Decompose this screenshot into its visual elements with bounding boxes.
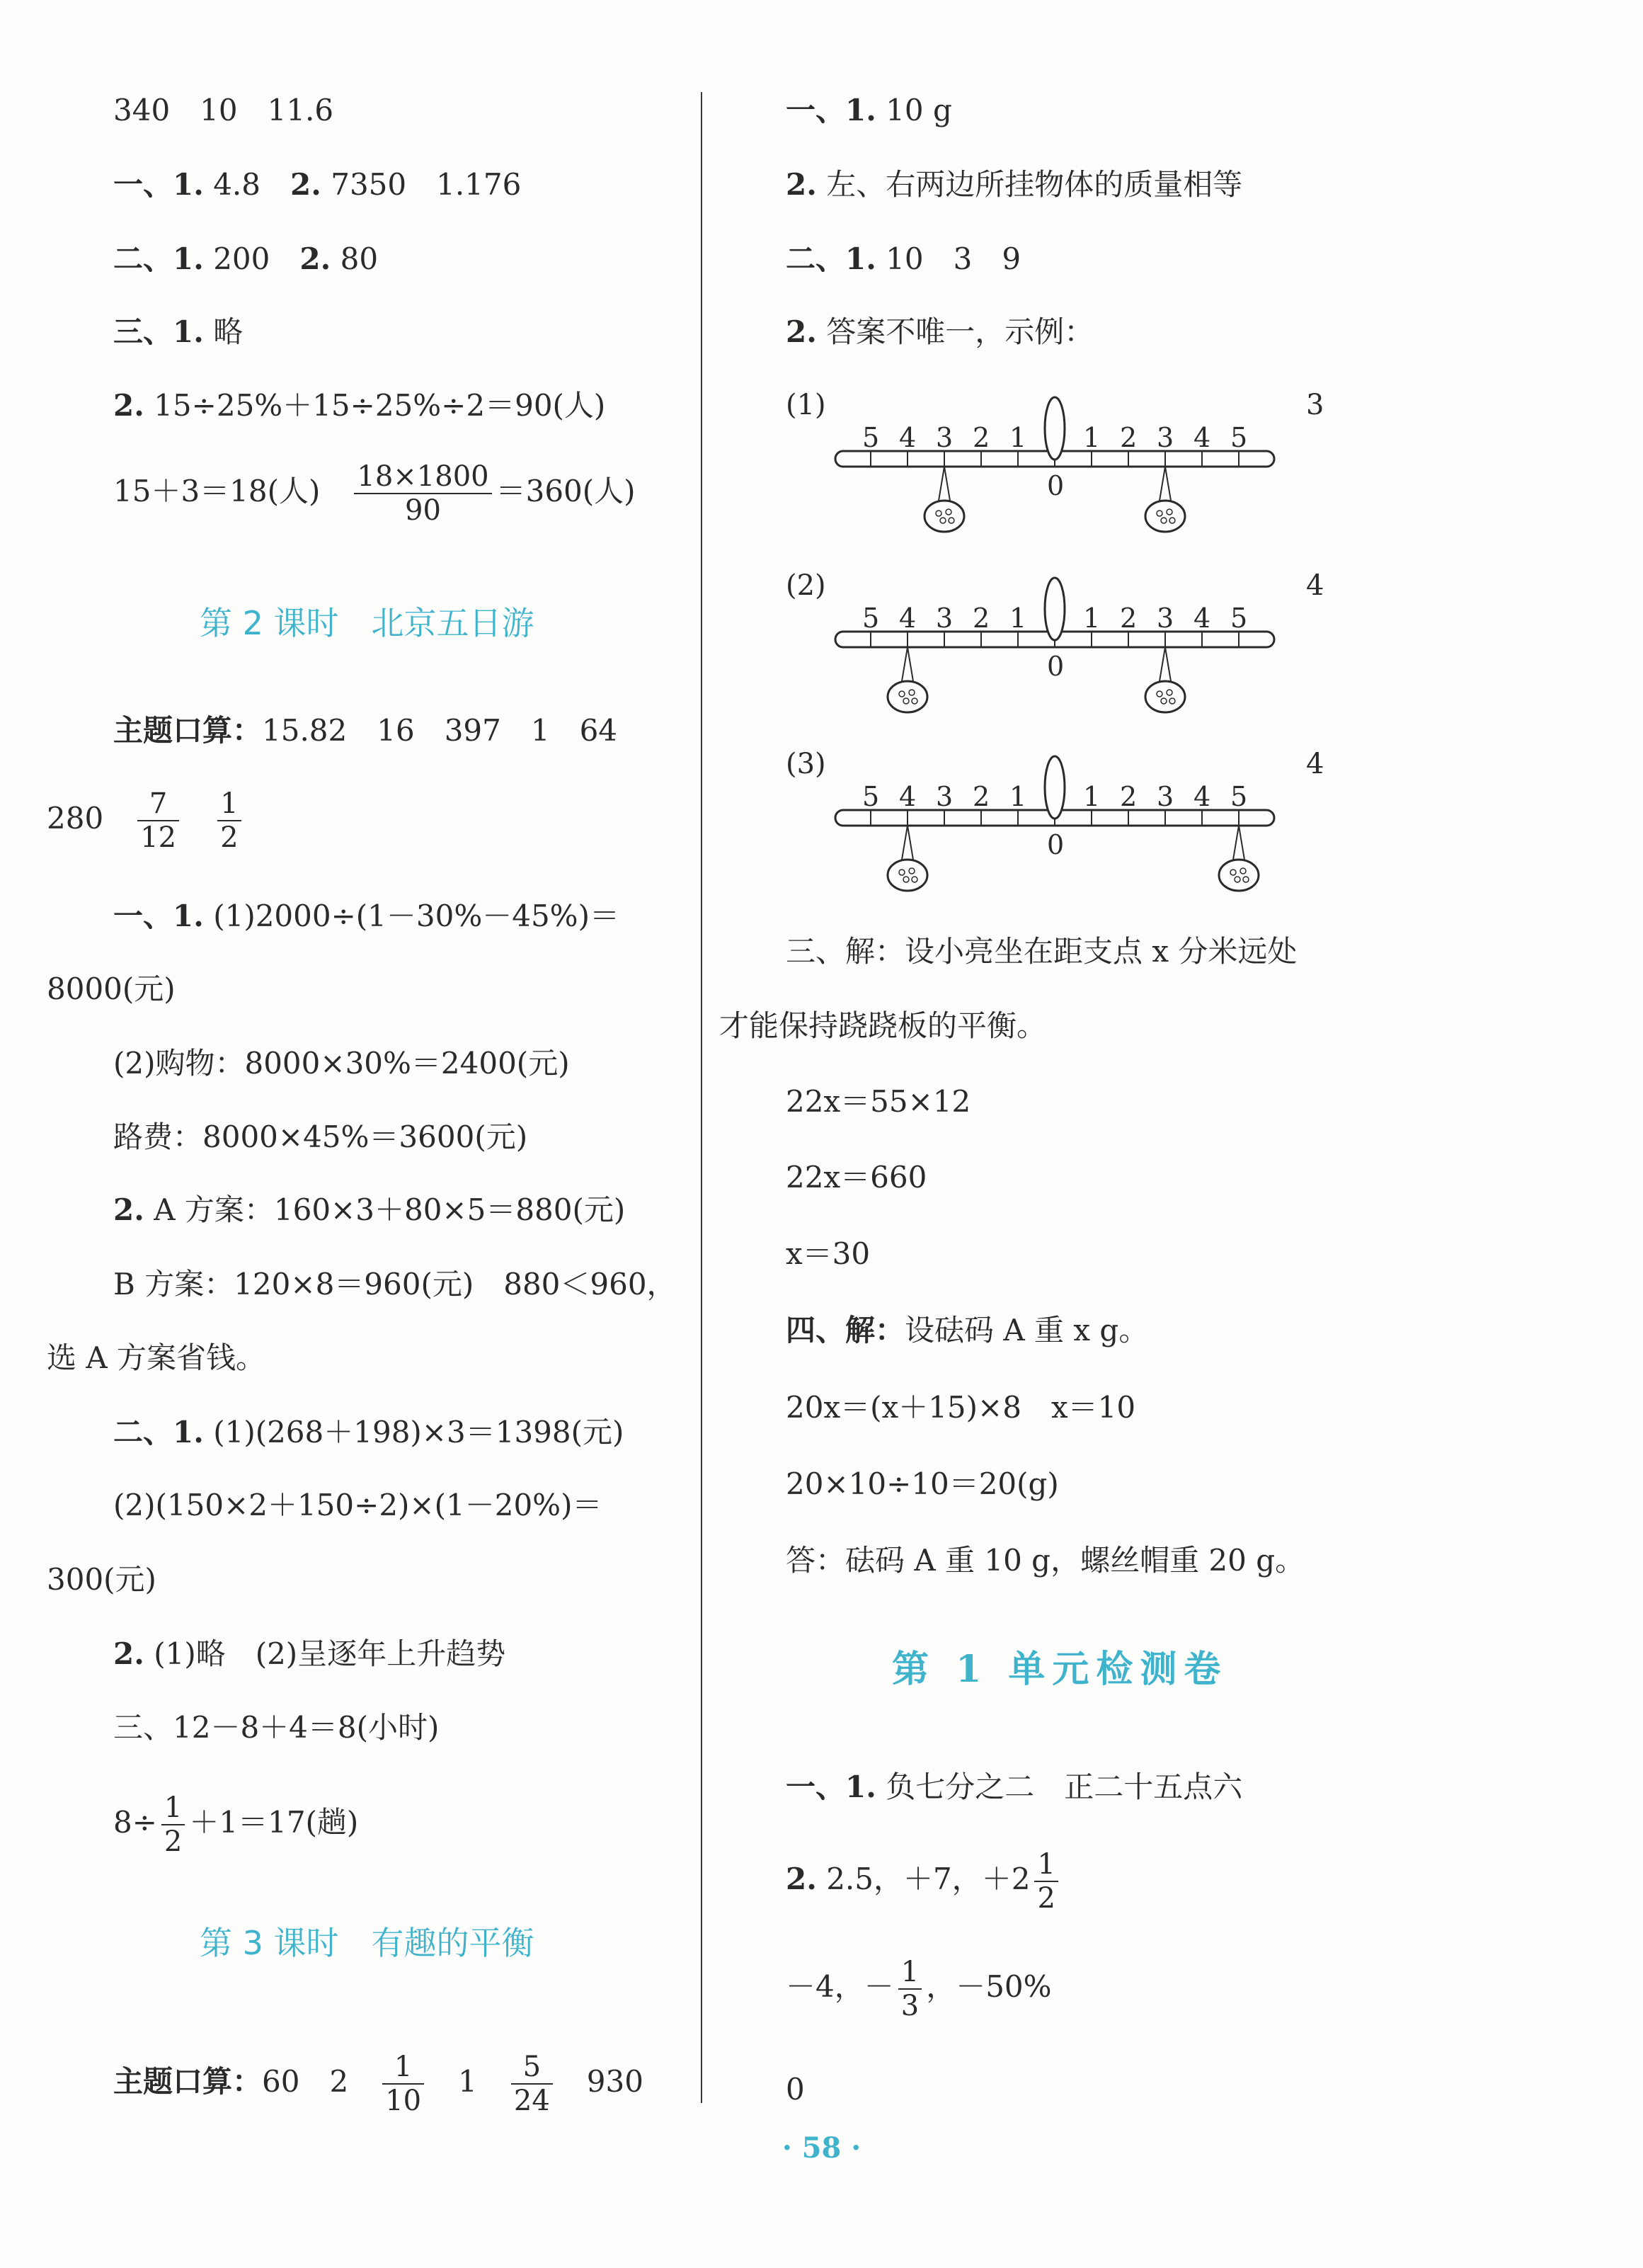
answer-line — [113, 387, 605, 424]
answer-line — [113, 460, 636, 527]
answer-line: x＝30 — [786, 1236, 871, 1271]
item-number: 2. — [786, 314, 817, 349]
section-heading: 第 3 课时 有趣的平衡 — [200, 1924, 534, 1962]
weight-bag — [1145, 501, 1185, 532]
scale-number: 3 — [1157, 422, 1174, 453]
answer-text: 200 — [203, 241, 300, 276]
balance-diagram — [786, 745, 1338, 894]
numerator: 1 — [382, 2051, 424, 2085]
answer-line — [786, 166, 1242, 203]
answer-text: 280 — [47, 801, 104, 836]
scale-number: 5 — [1230, 781, 1248, 812]
balance-diagram — [786, 566, 1338, 715]
answer-line — [113, 898, 619, 935]
answer-line — [786, 1848, 1063, 1915]
scale-zero: 0 — [1047, 470, 1065, 501]
scale-number: 5 — [1230, 422, 1248, 453]
answer-line: 路费：8000×45%＝3600(元) — [113, 1119, 528, 1154]
item-number: 2. — [786, 167, 817, 202]
scale-number: 2 — [973, 781, 990, 812]
denominator: 90 — [405, 494, 441, 527]
figure-label: (2) — [786, 569, 826, 602]
weight-bag — [888, 860, 927, 891]
scale-number: 1 — [1083, 781, 1101, 812]
fraction — [354, 460, 491, 527]
weight-bag — [888, 681, 927, 712]
numerator: 18×1800 — [354, 460, 491, 494]
figure-answer: 3 — [1306, 389, 1324, 421]
answer-line: 三、12－8＋4＝8(小时) — [113, 1710, 440, 1745]
denominator: 2 — [1037, 1882, 1055, 1915]
fraction — [382, 2051, 424, 2117]
item-number: 三、1. — [113, 314, 204, 349]
numerator: 1 — [217, 787, 241, 821]
item-number: 二、1. — [113, 1415, 204, 1449]
fulcrum — [1045, 397, 1065, 460]
scale-number: 5 — [862, 781, 880, 812]
answer-text: (1)2000÷(1－30%－45%)＝ — [203, 899, 619, 933]
weight-string — [1233, 826, 1244, 860]
scale-number: 2 — [1120, 603, 1138, 634]
item-number: 二、1. — [786, 241, 876, 276]
answer-line: (2)(150×2＋150÷2)×(1－20%)＝ — [113, 1488, 602, 1522]
answer-text: A 方案：160×3＋80×5＝880(元) — [144, 1192, 626, 1227]
answer-text: 左、右两边所挂物体的质量相等 — [816, 167, 1243, 202]
fraction — [161, 1791, 185, 1858]
answer-text: ＋1＝17(趟) — [189, 1805, 359, 1840]
answer-line — [786, 241, 1021, 278]
answer-text: 15＋3＝18(人) — [113, 474, 350, 508]
figure-label: (3) — [786, 748, 826, 780]
answer-line — [113, 2051, 643, 2117]
item-number: 二、1. — [113, 241, 204, 276]
weight-bag — [1145, 681, 1185, 712]
answer-text: 1 — [458, 2064, 477, 2099]
answer-text: 15.82 16 397 1 64 — [262, 713, 618, 748]
scale-number: 1 — [1009, 422, 1027, 453]
numerator: 1 — [1034, 1848, 1058, 1882]
item-number: 2. — [113, 1636, 144, 1671]
answer-line — [113, 1636, 505, 1672]
answer-line: B 方案：120×8＝960(元) 880＜960， — [113, 1267, 677, 1301]
answer-text: 10 g — [876, 93, 952, 127]
denominator: 3 — [900, 1990, 920, 2022]
answer-text: 7350 1.176 — [321, 167, 522, 202]
answer-line: 20×10÷10＝20(g) — [786, 1466, 1059, 1501]
scale-number: 1 — [1009, 603, 1027, 634]
answer-line — [113, 1791, 358, 1858]
answer-line — [113, 1192, 625, 1229]
answer-line: 0 — [786, 2072, 805, 2107]
scale-number: 4 — [899, 781, 917, 812]
scale-number: 5 — [862, 422, 880, 453]
weight-bag — [1219, 860, 1259, 891]
scale-number: 2 — [973, 603, 990, 634]
scale-number: 5 — [1230, 603, 1248, 634]
weight-string — [939, 467, 950, 501]
answer-text: －4，－ — [786, 1969, 894, 2004]
weight-string — [902, 826, 913, 860]
balance-figure-1 — [786, 386, 1338, 537]
denominator: 12 — [140, 821, 177, 854]
numerator: 5 — [511, 2051, 553, 2085]
weight-bag — [924, 501, 964, 532]
scale-number: 2 — [973, 422, 990, 453]
numerator: 1 — [898, 1956, 922, 1990]
answer-line — [47, 787, 246, 854]
answer-line: 22x＝660 — [786, 1160, 927, 1195]
weight-string — [1160, 467, 1171, 501]
scale-number: 4 — [1193, 603, 1211, 634]
numerator: 7 — [137, 787, 179, 821]
balance-diagram — [786, 386, 1338, 535]
answer-text: ，－50% — [926, 1969, 1052, 2004]
answer-text: 设砝码 A 重 x g。 — [905, 1313, 1149, 1347]
scale-zero: 0 — [1047, 651, 1065, 682]
item-number: 2. — [113, 1192, 144, 1227]
denominator: 2 — [164, 1825, 183, 1858]
weight-string — [902, 647, 913, 681]
scale-number: 3 — [936, 781, 954, 812]
scale-number: 2 — [1120, 422, 1138, 453]
answer-text: 4.8 — [203, 167, 291, 202]
item-label: 主题口算： — [113, 2064, 263, 2099]
answer-line: 才能保持跷跷板的平衡。 — [719, 1008, 1047, 1043]
figure-answer: 4 — [1306, 748, 1324, 780]
fulcrum — [1045, 756, 1065, 819]
answer-text: ＝360(人) — [496, 474, 636, 508]
answer-text: (1)略 (2)呈逐年上升趋势 — [144, 1636, 506, 1671]
answer-line: 300(元) — [47, 1562, 156, 1597]
section-heading: 第 1 单元检测卷 — [892, 1648, 1228, 1691]
answer-line: 20x＝(x＋15)×8 x＝10 — [786, 1390, 1136, 1425]
answer-line — [113, 241, 378, 278]
scale-number: 5 — [862, 603, 880, 634]
answer-line — [786, 92, 952, 129]
scale-number: 3 — [1157, 781, 1174, 812]
numerator: 1 — [161, 1791, 185, 1825]
denominator: 2 — [220, 821, 239, 854]
fulcrum — [1045, 578, 1065, 640]
item-number: 一、1. — [786, 93, 876, 127]
answer-line — [113, 166, 521, 203]
answer-text: 930 — [586, 2064, 643, 2099]
item-label: 四、解： — [786, 1313, 905, 1347]
scale-number: 4 — [1193, 781, 1211, 812]
scale-number: 1 — [1009, 781, 1027, 812]
page-number: · 58 · — [782, 2131, 861, 2165]
section-heading: 第 2 课时 北京五日游 — [200, 604, 534, 642]
answer-line: 选 A 方案省钱。 — [47, 1340, 266, 1375]
denominator: 10 — [385, 2085, 422, 2117]
answer-line — [786, 1956, 1052, 2022]
answer-line — [786, 1312, 1148, 1349]
denominator: 24 — [513, 2085, 550, 2117]
scale-number: 4 — [899, 603, 917, 634]
answer-line: 8000(元) — [47, 971, 176, 1006]
answer-text: 负七分之二 正二十五点六 — [876, 1770, 1243, 1804]
item-number: 一、1. — [786, 1770, 876, 1804]
scale-number: 3 — [1157, 603, 1174, 634]
scale-number: 4 — [1193, 422, 1211, 453]
item-number: 2. — [299, 241, 331, 276]
answer-text: 80 — [331, 241, 379, 276]
answer-text: 略 — [203, 314, 244, 349]
item-number: 一、1. — [113, 899, 204, 933]
column-divider — [701, 92, 702, 2103]
answer-text: (1)(268＋198)×3＝1398(元) — [203, 1415, 624, 1449]
scale-number: 1 — [1083, 603, 1101, 634]
item-number: 2. — [786, 1862, 817, 1896]
item-number: 2. — [113, 388, 144, 423]
scale-number: 3 — [936, 422, 954, 453]
answer-line — [113, 712, 617, 749]
fraction — [898, 1956, 922, 2022]
answer-text: 答案不唯一，示例： — [816, 314, 1094, 349]
answer-line — [786, 314, 1094, 351]
scale-number: 4 — [899, 422, 917, 453]
answer-line: (2)购物：8000×30%＝2400(元) — [113, 1046, 570, 1081]
item-number: 2. — [290, 167, 321, 202]
answer-line: 22x＝55×12 — [786, 1084, 971, 1119]
answer-text: 8÷ — [113, 1805, 157, 1840]
scale-zero: 0 — [1047, 829, 1065, 860]
item-label: 主题口算： — [113, 713, 263, 748]
answer-text: 2.5，＋7，＋2 — [816, 1862, 1031, 1896]
balance-figure-3 — [786, 745, 1338, 896]
fraction — [1034, 1848, 1058, 1915]
figure-label: (1) — [786, 389, 826, 421]
balance-figure-2 — [786, 566, 1338, 718]
figure-answer: 4 — [1306, 569, 1324, 602]
fraction — [137, 787, 179, 854]
answer-line: 340 10 11.6 — [113, 93, 334, 127]
answer-line — [113, 1414, 624, 1451]
answer-text: 60 2 — [262, 2064, 349, 2099]
fraction — [511, 2051, 553, 2117]
scale-number: 2 — [1120, 781, 1138, 812]
answer-line — [786, 1769, 1242, 1806]
weight-string — [1160, 647, 1171, 681]
scale-number: 3 — [936, 603, 954, 634]
answer-line — [113, 314, 243, 351]
fraction — [217, 787, 241, 854]
item-number: 一、1. — [113, 167, 204, 202]
answer-line: 三、解：设小亮坐在距支点 x 分米远处 — [786, 934, 1298, 969]
answer-text: 15÷25%＋15÷25%÷2＝90(人) — [144, 388, 606, 423]
answer-line: 答：砝码 A 重 10 g，螺丝帽重 20 g。 — [786, 1543, 1305, 1578]
answer-text: 10 3 9 — [876, 241, 1021, 276]
scale-number: 1 — [1083, 422, 1101, 453]
